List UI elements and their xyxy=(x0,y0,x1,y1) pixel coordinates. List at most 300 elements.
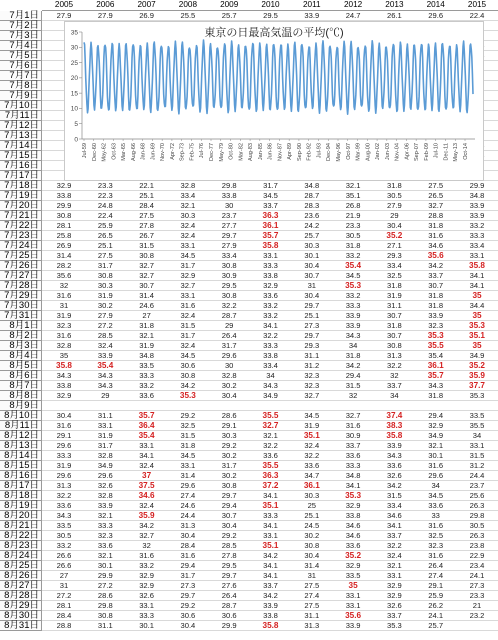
temperature-cell[interactable]: 34 xyxy=(472,431,482,440)
temperature-cell[interactable]: 31.5 xyxy=(180,431,196,440)
temperature-cell[interactable]: 28.5 xyxy=(221,541,237,550)
temperature-cell[interactable]: 29.1 xyxy=(221,421,237,430)
temperature-cell[interactable]: 31.3 xyxy=(304,621,320,630)
temperature-cell[interactable]: 34.1 xyxy=(263,491,278,500)
temperature-cell[interactable]: 30.8 xyxy=(387,341,402,350)
temperature-cell[interactable]: 25.7 xyxy=(428,621,444,630)
temperature-cell[interactable]: 23.2 xyxy=(469,611,485,620)
temperature-cell[interactable]: 29.9 xyxy=(469,181,485,190)
date-cell[interactable]: 7月15日 xyxy=(0,151,42,161)
temperature-cell[interactable]: 32.4 xyxy=(304,441,320,450)
temperature-cell[interactable]: 36.1 xyxy=(427,361,444,370)
temperature-cell[interactable]: 35.3 xyxy=(469,391,485,400)
temperature-cell[interactable]: 26.3 xyxy=(469,531,485,540)
temperature-cell[interactable]: 32.9 xyxy=(345,501,361,510)
temperature-cell[interactable]: 33.6 xyxy=(345,451,361,460)
temperature-cell[interactable]: 30.1 xyxy=(428,451,444,460)
temperature-cell[interactable]: 32.4 xyxy=(180,311,196,320)
temperature-cell[interactable]: 33.5 xyxy=(345,571,361,580)
temperature-cell[interactable]: 33.1 xyxy=(139,601,154,610)
date-cell[interactable]: 8月31日 xyxy=(0,621,42,631)
temperature-cell[interactable]: 37.2 xyxy=(262,481,279,490)
temperature-cell[interactable]: 31.9 xyxy=(139,341,154,350)
temperature-cell[interactable]: 27.5 xyxy=(139,211,154,220)
temperature-cell[interactable]: 32.9 xyxy=(428,421,444,430)
temperature-cell[interactable]: 29.5 xyxy=(221,561,237,570)
temperature-cell[interactable]: 30.7 xyxy=(387,311,402,320)
temperature-cell[interactable]: 33.9 xyxy=(345,311,361,320)
temperature-cell[interactable]: 35.8 xyxy=(386,431,403,440)
temperature-cell[interactable]: 32.5 xyxy=(428,531,444,540)
date-cell[interactable]: 7月27日 xyxy=(0,271,42,281)
temperature-cell[interactable]: 29 xyxy=(390,211,399,220)
temperature-cell[interactable]: 30.3 xyxy=(304,241,320,250)
temperature-cell[interactable]: 34.3 xyxy=(97,381,113,390)
date-cell[interactable]: 7月11日 xyxy=(0,111,42,121)
temperature-cell[interactable]: 32.2 xyxy=(263,331,278,340)
date-cell[interactable]: 8月27日 xyxy=(0,581,42,591)
year-header[interactable]: 2008 xyxy=(178,0,197,9)
temperature-cell[interactable]: 30.8 xyxy=(97,271,113,280)
temperature-cell[interactable]: 29.8 xyxy=(469,511,485,520)
temperature-cell[interactable]: 33.4 xyxy=(387,501,402,510)
temperature-cell[interactable]: 29.6 xyxy=(221,351,237,360)
date-cell[interactable]: 7月25日 xyxy=(0,251,42,261)
temperature-cell[interactable]: 31.7 xyxy=(180,261,196,270)
temperature-cell[interactable]: 32.2 xyxy=(263,441,278,450)
temperature-cell[interactable]: 33.2 xyxy=(56,541,72,550)
temperature-cell[interactable]: 33.4 xyxy=(387,261,402,270)
temperature-cell[interactable]: 35.8 xyxy=(262,241,279,250)
temperature-cell[interactable]: 30.3 xyxy=(97,281,113,290)
temperature-cell[interactable]: 33.1 xyxy=(387,571,402,580)
temperature-cell[interactable]: 32.4 xyxy=(180,221,196,230)
temperature-cell[interactable]: 26.5 xyxy=(97,231,113,240)
temperature-cell[interactable]: 34 xyxy=(266,371,275,380)
date-cell[interactable]: 7月12日 xyxy=(0,121,42,131)
date-cell[interactable]: 8月28日 xyxy=(0,591,42,601)
date-cell[interactable]: 7月3日 xyxy=(0,31,42,41)
temperature-cell[interactable]: 27.3 xyxy=(304,321,320,330)
temperature-cell[interactable]: 32.5 xyxy=(387,271,402,280)
temperature-cell[interactable]: 29.6 xyxy=(97,471,113,480)
temperature-cell[interactable]: 31.1 xyxy=(304,351,320,360)
temperature-cell[interactable]: 26.6 xyxy=(56,561,72,570)
temperature-cell[interactable]: 29.4 xyxy=(221,501,237,510)
temperature-cell[interactable] xyxy=(251,401,291,411)
temperature-cell[interactable]: 26.9 xyxy=(139,11,154,20)
temperature-cell[interactable]: 37.4 xyxy=(386,411,403,420)
temperature-cell[interactable]: 32.2 xyxy=(56,491,72,500)
temperature-cell[interactable]: 31.1 xyxy=(97,621,113,630)
temperature-cell[interactable]: 33.3 xyxy=(263,511,278,520)
temperature-cell[interactable]: 23.4 xyxy=(469,561,485,570)
date-cell[interactable]: 8月25日 xyxy=(0,561,42,571)
temperature-cell[interactable]: 35.1 xyxy=(262,501,279,510)
temperature-cell[interactable]: 30.1 xyxy=(139,621,154,630)
date-cell[interactable]: 7月17日 xyxy=(0,171,42,181)
date-cell[interactable]: 7月5日 xyxy=(0,51,42,61)
temperature-cell[interactable]: 27.5 xyxy=(97,251,113,260)
temperature-cell[interactable]: 32.1 xyxy=(97,551,113,560)
temperature-cell[interactable]: 35.7 xyxy=(427,371,444,380)
temperature-cell[interactable]: 31.5 xyxy=(180,321,196,330)
temperature-cell[interactable]: 30.4 xyxy=(180,621,196,630)
temperature-cell[interactable]: 31.4 xyxy=(139,291,154,300)
temperature-cell[interactable]: 32.2 xyxy=(387,541,402,550)
temperature-cell[interactable]: 34.3 xyxy=(428,381,444,390)
date-cell[interactable]: 8月3日 xyxy=(0,341,42,351)
date-cell[interactable]: 7月4日 xyxy=(0,41,42,51)
date-cell[interactable]: 7月19日 xyxy=(0,191,42,201)
temperature-cell[interactable]: 34 xyxy=(390,391,399,400)
temperature-cell[interactable]: 34.2 xyxy=(180,381,196,390)
temperature-cell[interactable]: 31.8 xyxy=(428,291,444,300)
temperature-cell[interactable]: 30.2 xyxy=(97,301,113,310)
temperature-cell[interactable]: 35.3 xyxy=(179,391,196,400)
date-cell[interactable]: 7月13日 xyxy=(0,131,42,141)
temperature-cell[interactable]: 35 xyxy=(348,581,358,590)
temperature-cell[interactable]: 29.4 xyxy=(180,561,196,570)
temperature-cell[interactable]: 31.6 xyxy=(428,231,444,240)
date-cell[interactable]: 8月5日 xyxy=(0,361,42,371)
temperature-cell[interactable]: 31.6 xyxy=(428,461,444,470)
temperature-cell[interactable]: 32.9 xyxy=(56,181,72,190)
temperature-cell[interactable]: 32.1 xyxy=(97,511,113,520)
year-header[interactable]: 2014 xyxy=(426,0,445,9)
temperature-cell[interactable]: 33.6 xyxy=(428,501,444,510)
temperature-cell[interactable]: 31.6 xyxy=(428,551,444,560)
temperature-cell[interactable]: 28.6 xyxy=(97,591,113,600)
temperature-cell[interactable]: 22.4 xyxy=(97,211,113,220)
temperature-cell[interactable]: 28.7 xyxy=(221,601,237,610)
temperature-cell[interactable]: 32 xyxy=(390,371,399,380)
temperature-cell[interactable]: 28.6 xyxy=(221,411,237,420)
temperature-cell[interactable]: 29.7 xyxy=(180,591,196,600)
temperature-cell[interactable]: 31.1 xyxy=(304,611,320,620)
temperature-cell[interactable]: 23.7 xyxy=(469,481,485,490)
temperature-cell[interactable]: 33.1 xyxy=(469,441,485,450)
temperature-cell[interactable]: 29.2 xyxy=(180,601,196,610)
temperature-cell[interactable]: 33.3 xyxy=(345,461,361,470)
temperature-cell[interactable]: 31.7 xyxy=(263,181,278,190)
temperature-cell[interactable]: 27.4 xyxy=(428,571,444,580)
temperature-cell[interactable]: 23.8 xyxy=(469,541,485,550)
temperature-cell[interactable]: 33.2 xyxy=(139,561,154,570)
temperature-cell[interactable]: 34.5 xyxy=(263,191,278,200)
temperature-cell[interactable]: 31.6 xyxy=(428,521,444,530)
temperature-cell[interactable]: 23.6 xyxy=(304,211,320,220)
temperature-cell[interactable]: 30.9 xyxy=(345,431,361,440)
temperature-cell[interactable]: 21 xyxy=(472,601,482,610)
temperature-cell[interactable]: 27.9 xyxy=(387,201,402,210)
date-cell[interactable]: 7月24日 xyxy=(0,241,42,251)
temperature-cell[interactable]: 32.4 xyxy=(139,461,154,470)
temperature-cell[interactable]: 27 xyxy=(142,311,151,320)
temperature-cell[interactable]: 33.9 xyxy=(469,201,485,210)
temperature-cell[interactable]: 26.4 xyxy=(428,561,444,570)
temperature-cell[interactable]: 23.7 xyxy=(221,211,237,220)
temperature-cell[interactable]: 35 xyxy=(59,351,69,360)
temperature-cell[interactable]: 34.3 xyxy=(97,371,113,380)
temperature-cell[interactable]: 25.5 xyxy=(180,11,196,20)
temperature-cell[interactable]: 32.4 xyxy=(97,341,113,350)
temperature-cell[interactable]: 31.4 xyxy=(56,251,72,260)
temperature-cell[interactable]: 34.9 xyxy=(469,351,485,360)
temperature-cell[interactable]: 35.3 xyxy=(469,321,485,330)
temperature-cell[interactable]: 34.1 xyxy=(387,521,402,530)
temperature-cell[interactable]: 33.6 xyxy=(304,461,320,470)
temperature-cell[interactable]: 29.7 xyxy=(221,491,237,500)
temperature-cell[interactable]: 37.5 xyxy=(138,481,155,490)
temperature-cell[interactable]: 27.2 xyxy=(97,321,113,330)
temperature-cell[interactable]: 28.1 xyxy=(56,221,72,230)
temperature-cell[interactable]: 31.9 xyxy=(304,421,320,430)
temperature-cell[interactable]: 28.8 xyxy=(428,211,444,220)
temperature-cell[interactable]: 27.4 xyxy=(180,491,196,500)
temperature-cell[interactable]: 31.3 xyxy=(387,351,402,360)
temperature-cell[interactable]: 32.1 xyxy=(139,331,154,340)
temperature-cell[interactable]: 23.3 xyxy=(97,181,113,190)
temperature-cell[interactable]: 33.7 xyxy=(387,381,402,390)
temperature-cell[interactable]: 31.2 xyxy=(304,361,320,370)
date-cell[interactable]: 7月2日 xyxy=(0,21,42,31)
temperature-cell[interactable]: 33.8 xyxy=(56,191,72,200)
temperature-cell[interactable]: 31.9 xyxy=(97,291,113,300)
temperature-cell[interactable]: 30.3 xyxy=(304,491,320,500)
temperature-cell[interactable]: 29.1 xyxy=(428,581,444,590)
temperature-cell[interactable]: 30.7 xyxy=(304,271,320,280)
date-cell[interactable]: 7月31日 xyxy=(0,311,42,321)
temperature-cell[interactable]: 32.7 xyxy=(139,261,154,270)
temperature-cell[interactable]: 32.9 xyxy=(387,591,402,600)
temperature-cell[interactable]: 31.8 xyxy=(428,301,444,310)
temperature-cell[interactable]: 33.2 xyxy=(469,221,485,230)
temperature-cell[interactable]: 31.5 xyxy=(139,241,154,250)
temperature-cell[interactable]: 32.6 xyxy=(97,481,113,490)
temperature-cell[interactable]: 34.7 xyxy=(304,471,320,480)
temperature-cell[interactable]: 35.8 xyxy=(56,361,72,370)
temperature-cell[interactable]: 32.6 xyxy=(139,591,154,600)
date-cell[interactable]: 7月22日 xyxy=(0,221,42,231)
temperature-cell[interactable]: 29.8 xyxy=(97,601,113,610)
date-cell[interactable]: 8月17日 xyxy=(0,481,42,491)
temperature-cell[interactable]: 34.8 xyxy=(304,181,320,190)
temperature-cell[interactable]: 36.1 xyxy=(303,481,320,490)
temperature-cell[interactable]: 31.5 xyxy=(469,451,485,460)
temperature-cell[interactable]: 33.6 xyxy=(56,501,72,510)
temperature-cell[interactable]: 32.7 xyxy=(139,531,154,540)
date-cell[interactable]: 7月21日 xyxy=(0,211,42,221)
temperature-cell[interactable]: 29.9 xyxy=(97,571,113,580)
date-cell[interactable]: 8月30日 xyxy=(0,611,42,621)
temperature-cell[interactable]: 33.9 xyxy=(97,351,113,360)
temperature-cell[interactable]: 32.4 xyxy=(387,551,402,560)
temperature-cell[interactable] xyxy=(457,621,497,631)
temperature-cell[interactable]: 30.4 xyxy=(221,521,237,530)
temperature-cell[interactable]: 33.7 xyxy=(387,611,402,620)
temperature-cell[interactable]: 34.2 xyxy=(263,551,278,560)
temperature-cell[interactable]: 32.7 xyxy=(139,271,154,280)
temperature-cell[interactable]: 30.6 xyxy=(221,611,237,620)
temperature-cell[interactable]: 29.3 xyxy=(387,251,402,260)
temperature-cell[interactable]: 32.6 xyxy=(387,601,402,610)
date-cell[interactable]: 7月20日 xyxy=(0,201,42,211)
temperature-cell[interactable]: 29 xyxy=(101,391,110,400)
temperature-cell[interactable]: 33.3 xyxy=(263,261,278,270)
temperature-cell[interactable]: 34.3 xyxy=(263,381,278,390)
temperature-cell[interactable]: 32.9 xyxy=(139,581,154,590)
temperature-cell[interactable]: 34 xyxy=(431,481,440,490)
year-header[interactable]: 2015 xyxy=(467,0,487,9)
temperature-cell[interactable]: 30.8 xyxy=(304,541,320,550)
date-cell[interactable]: 8月23日 xyxy=(0,541,42,551)
temperature-cell[interactable]: 33.2 xyxy=(345,251,361,260)
temperature-cell[interactable]: 34.9 xyxy=(428,431,444,440)
temperature-cell[interactable]: 31.2 xyxy=(469,461,485,470)
temperature-cell[interactable]: 35.3 xyxy=(345,491,362,500)
date-cell[interactable]: 7月29日 xyxy=(0,291,42,301)
temperature-cell[interactable]: 27.2 xyxy=(56,591,72,600)
temperature-cell[interactable]: 30.4 xyxy=(304,261,320,270)
temperature-cell[interactable] xyxy=(374,401,414,411)
temperature-cell[interactable]: 34.1 xyxy=(469,281,485,290)
temperature-cell[interactable]: 34.8 xyxy=(345,471,361,480)
temperature-cell[interactable]: 32.8 xyxy=(97,491,113,500)
temperature-cell[interactable]: 24.4 xyxy=(180,511,196,520)
temperature-cell[interactable]: 29.6 xyxy=(56,471,72,480)
temperature-cell[interactable]: 31.6 xyxy=(180,301,196,310)
temperature-cell[interactable]: 30.2 xyxy=(221,451,237,460)
temperature-cell[interactable]: 33.1 xyxy=(180,291,196,300)
temperature-cell[interactable]: 31.9 xyxy=(56,461,72,470)
temperature-cell[interactable]: 33.4 xyxy=(221,251,237,260)
temperature-cell[interactable]: 30.2 xyxy=(221,471,237,480)
temperature-cell[interactable]: 35.5 xyxy=(262,461,279,470)
temperature-cell[interactable]: 27.5 xyxy=(304,581,320,590)
date-cell[interactable]: 8月7日 xyxy=(0,381,42,391)
temperature-cell[interactable]: 30.4 xyxy=(304,551,320,560)
temperature-cell[interactable]: 22.9 xyxy=(469,551,485,560)
temperature-cell[interactable]: 33.1 xyxy=(139,441,154,450)
temperature-cell[interactable]: 37 xyxy=(142,471,152,480)
temperature-cell[interactable]: 36.3 xyxy=(262,211,279,220)
date-cell[interactable]: 8月6日 xyxy=(0,371,42,381)
temperature-cell[interactable]: 34.6 xyxy=(428,241,444,250)
date-cell[interactable]: 8月4日 xyxy=(0,351,42,361)
temperature-cell[interactable]: 33.1 xyxy=(97,421,113,430)
temperature-cell[interactable]: 33.2 xyxy=(263,311,278,320)
temperature-cell[interactable]: 31.1 xyxy=(97,411,113,420)
temperature-cell[interactable]: 29.4 xyxy=(428,411,444,420)
date-cell[interactable]: 8月14日 xyxy=(0,451,42,461)
date-cell[interactable]: 8月20日 xyxy=(0,511,42,521)
temperature-cell[interactable]: 33.9 xyxy=(387,441,402,450)
temperature-cell[interactable]: 35.2 xyxy=(345,551,362,560)
temperature-cell[interactable]: 33.6 xyxy=(263,451,278,460)
temperature-cell[interactable]: 27.2 xyxy=(97,581,113,590)
temperature-cell[interactable]: 29.7 xyxy=(221,231,237,240)
temperature-cell[interactable]: 32.7 xyxy=(304,391,320,400)
temperature-cell[interactable]: 34.6 xyxy=(138,491,155,500)
date-cell[interactable]: 7月8日 xyxy=(0,81,42,91)
temperature-cell[interactable]: 29.3 xyxy=(304,341,320,350)
temperature-cell[interactable]: 28.1 xyxy=(56,601,72,610)
temperature-cell[interactable]: 31.7 xyxy=(97,441,113,450)
temperature-cell[interactable]: 27.9 xyxy=(221,241,237,250)
temperature-cell[interactable]: 29.4 xyxy=(345,371,361,380)
temperature-cell[interactable]: 31.6 xyxy=(139,551,154,560)
temperature-cell[interactable]: 29.6 xyxy=(428,471,444,480)
temperature-cell[interactable]: 32.9 xyxy=(387,581,402,590)
temperature-cell[interactable]: 27.5 xyxy=(304,601,320,610)
date-cell[interactable]: 8月16日 xyxy=(0,471,42,481)
temperature-cell[interactable]: 26.9 xyxy=(56,241,72,250)
temperature-cell[interactable]: 30.8 xyxy=(139,251,154,260)
temperature-cell[interactable]: 31 xyxy=(307,571,317,580)
temperature-cell[interactable]: 29.2 xyxy=(180,411,196,420)
temperature-cell[interactable]: 35.5 xyxy=(427,341,444,350)
year-header[interactable]: 2012 xyxy=(343,0,363,9)
temperature-cell[interactable]: 30.5 xyxy=(387,191,402,200)
temperature-cell[interactable]: 34.9 xyxy=(97,461,113,470)
temperature-cell[interactable]: 33.7 xyxy=(345,441,361,450)
temperature-cell[interactable]: 33.2 xyxy=(345,291,361,300)
temperature-cell[interactable]: 30.7 xyxy=(387,331,402,340)
temperature-cell[interactable]: 33.9 xyxy=(304,11,320,20)
temperature-cell[interactable]: 30.8 xyxy=(221,291,237,300)
temperature-cell[interactable]: 34.2 xyxy=(345,361,361,370)
temperature-cell[interactable]: 36.1 xyxy=(262,221,279,230)
temperature-cell[interactable]: 30.8 xyxy=(56,211,72,220)
temperature-cell[interactable]: 32 xyxy=(142,541,151,550)
temperature-cell[interactable]: 29.2 xyxy=(221,441,237,450)
temperature-cell[interactable]: 34.5 xyxy=(180,251,196,260)
temperature-cell[interactable]: 36.4 xyxy=(138,421,155,430)
date-cell[interactable]: 8月21日 xyxy=(0,521,42,531)
temperature-cell[interactable]: 33 xyxy=(431,511,440,520)
temperature-cell[interactable]: 31.4 xyxy=(180,471,196,480)
temperature-cell[interactable]: 32 xyxy=(59,281,69,290)
temperature-cell[interactable]: 31.8 xyxy=(345,241,361,250)
temperature-cell[interactable]: 31.8 xyxy=(139,321,154,330)
temperature-cell[interactable]: 24.1 xyxy=(469,571,485,580)
date-cell[interactable]: 7月30日 xyxy=(0,301,42,311)
temperature-cell[interactable]: 31.7 xyxy=(97,261,113,270)
temperature-cell[interactable]: 32.9 xyxy=(139,571,154,580)
temperature-cell[interactable] xyxy=(457,401,497,411)
temperature-cell[interactable]: 29.6 xyxy=(180,481,196,490)
temperature-cell[interactable]: 32.9 xyxy=(180,271,196,280)
temperature-cell[interactable]: 24.8 xyxy=(97,201,113,210)
temperature-cell[interactable]: 31.6 xyxy=(56,421,72,430)
temperature-cell[interactable]: 34.5 xyxy=(180,351,196,360)
temperature-cell[interactable]: 31.9 xyxy=(97,431,113,440)
temperature-cell[interactable]: 32 xyxy=(348,391,358,400)
temperature-cell[interactable]: 34.6 xyxy=(387,511,402,520)
temperature-cell[interactable]: 30.5 xyxy=(345,231,361,240)
temperature-cell[interactable]: 35.3 xyxy=(345,281,362,290)
date-cell[interactable]: 8月29日 xyxy=(0,601,42,611)
date-cell[interactable]: 7月23日 xyxy=(0,231,42,241)
temperature-cell[interactable]: 22.3 xyxy=(97,191,113,200)
temperature-cell[interactable]: 33.9 xyxy=(428,311,444,320)
temperature-cell[interactable]: 26.3 xyxy=(469,501,485,510)
temperature-cell[interactable]: 34.1 xyxy=(263,571,278,580)
temperature-cell[interactable]: 27.5 xyxy=(428,181,444,190)
temperature-cell[interactable]: 27.9 xyxy=(97,11,113,20)
temperature-cell[interactable]: 32.7 xyxy=(428,201,444,210)
